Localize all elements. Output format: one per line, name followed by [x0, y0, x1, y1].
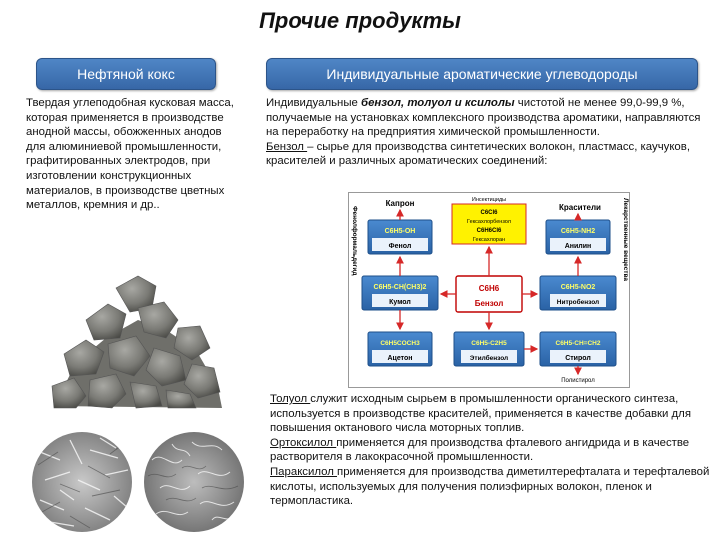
ethylbenzene-label: Этилбензол — [469, 355, 509, 362]
phenol-label: Фенол — [388, 243, 412, 250]
hexachloran-label: Гексахлоран — [472, 237, 506, 243]
phenol-formula: C6H5-OH — [384, 228, 416, 235]
c6h6cl6-formula: C6H6Cl6 — [476, 228, 502, 234]
aromatic-hydrocarbons-header-label: Индивидуальные ароматические углеводороды — [326, 66, 638, 82]
intro-before: Индивидуальные — [266, 97, 362, 109]
benzol-term: Бензол — [266, 140, 308, 153]
hexachlorobenzene-label: Гексахлорбензол — [467, 219, 511, 225]
aromatics-description — [266, 96, 702, 169]
cumene-label: Кумол — [389, 299, 411, 306]
c6cl6-formula: C6Cl6 — [480, 210, 498, 216]
page-title: Прочие продукты — [259, 8, 461, 33]
benzene-formula: C6H6 — [478, 284, 500, 293]
benzol-text: – сырье для производства синтетических волокон, пластмасс, каучуков, красителей и различных ароматических соединений: — [266, 140, 690, 168]
styrene-formula: C6H5-CH=CH2 — [555, 340, 601, 347]
phenol-formaldehyde-side-label: Фенолформальдегид — [351, 206, 358, 276]
toluol-text: служит исходным сырьем в промышленности органического синтеза, используется в производстве красителей, применяется в качестве добавки для повышения октанового числа моторных топлив. — [270, 393, 691, 435]
benzene-label: Бензол — [474, 299, 504, 308]
benzene-derivatives-diagram — [348, 192, 630, 388]
petroleum-coke-description: Твердая углеподобная кусковая масса, которая применяется в производстве анодной массы, обожженных анодов для алюминиевой промышленности, графитированных электродов, при изготовлении конструкционных материалов, в производстве цветных металлов, кремния и др.. — [26, 97, 234, 212]
ethylbenzene-formula: C6H5-C2H5 — [471, 340, 507, 347]
nitrobenzene-label: Нитробензол — [556, 299, 600, 306]
medicines-side-label: Лекарственные вещества — [622, 198, 629, 282]
toluol-term: Толуол — [270, 393, 311, 405]
aniline-formula: C6H5-NH2 — [560, 228, 596, 235]
kapron-label: Капрон — [385, 199, 415, 208]
petroleum-coke-image — [46, 268, 226, 410]
intro-bold-terms: бензол, толуол и ксилолы — [361, 97, 515, 109]
cumene-formula: C6H5-CH(CH3)2 — [373, 284, 427, 291]
orthoxylene-term: Ортоксилол — [270, 436, 337, 449]
aromatic-hydrocarbons-header — [266, 58, 698, 90]
nitrobenzene-formula: C6H5-NO2 — [560, 284, 596, 291]
intro-after: чистотой не менее 99,0-99,9 %, получаемые на установках комплексного производства ароматики, направляются на переработку на предприятия химической промышленности. — [266, 97, 701, 139]
dyes-label: Красители — [559, 203, 601, 212]
coke-microstructure-image-2 — [142, 430, 246, 534]
insecticides-label: Инсектициды — [471, 197, 507, 203]
styrene-label: Стирол — [565, 355, 591, 362]
paraxylene-text: применяется для производства диметилтерефталата и терефталевой кислоты, используемых для получения полиэфирных волокон, пленок и термопластика. — [270, 465, 710, 508]
coke-microstructure-image-1 — [30, 430, 134, 534]
polystyrene-label: Полистирол — [561, 378, 595, 384]
acetone-label: Ацетон — [387, 355, 413, 362]
xylenes-toluene-description — [270, 392, 710, 509]
paraxylene-term: Параксилол — [270, 465, 338, 478]
orthoxylene-text: применяется для производства фталевого ангидрида и в качестве растворителя в лакокрасочной промышленности. — [270, 436, 690, 464]
acetone-formula: C6H5COCH3 — [380, 340, 420, 347]
petroleum-coke-header — [36, 58, 216, 90]
aniline-label: Анилин — [564, 243, 592, 250]
petroleum-coke-header-label: Нефтяной кокс — [77, 66, 175, 82]
